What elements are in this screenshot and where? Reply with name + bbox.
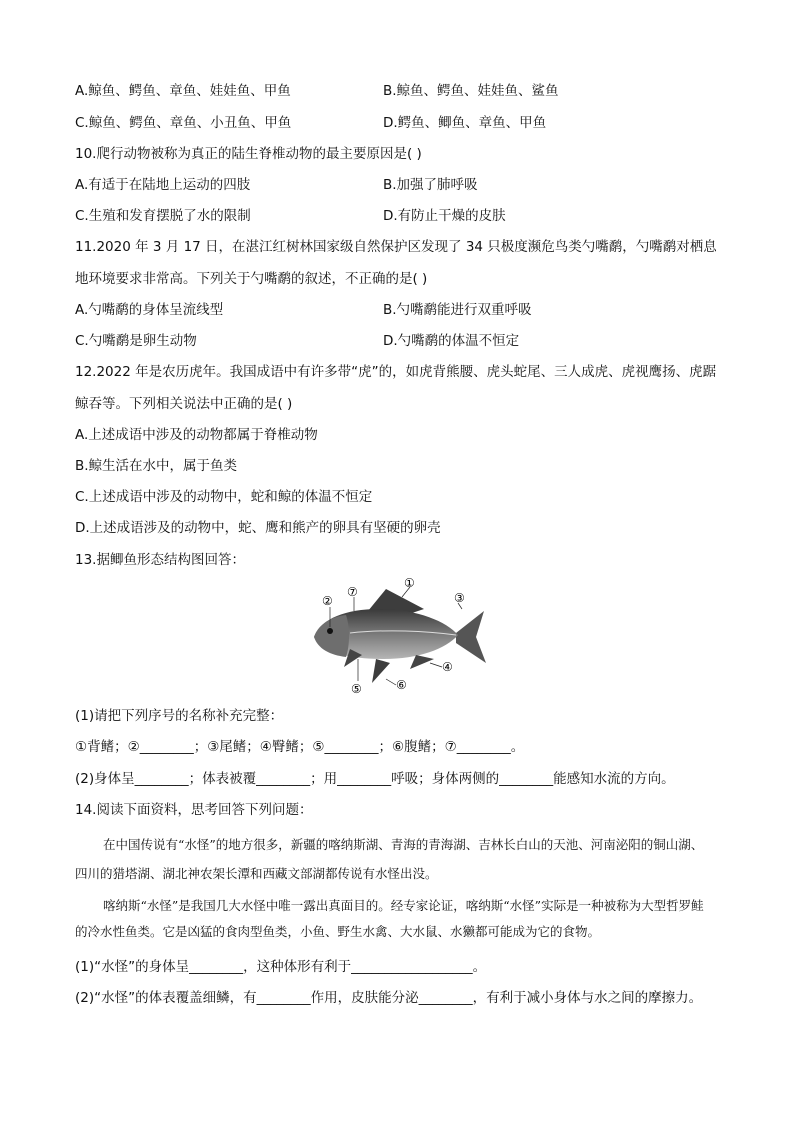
q10-option-b: B.加强了肺呼吸 — [383, 177, 478, 193]
q11-option-b: B.勺嘴鹬能进行双重呼吸 — [383, 302, 532, 318]
figure-label-4: ④ — [442, 660, 453, 674]
q11-stem-line2: 地环境要求非常高。下列关于勺嘴鹬的叙述，不正确的是( ) — [75, 271, 428, 287]
q12-stem-line1: 12.2022 年是农历虎年。我国成语中有许多带“虎”的，如虎背熊腰、虎头蛇尾、三人成虎、虎视鹰扬、虎踞 — [75, 364, 717, 380]
q13-sub1: (1)请把下列序号的名称补充完整： — [75, 708, 284, 724]
figure-label-7: ⑦ — [347, 585, 358, 599]
figure-label-2: ② — [322, 594, 333, 608]
figure-label-3: ③ — [454, 591, 465, 605]
fish-eye-shape — [327, 628, 333, 634]
q11-option-a: A.勺嘴鹬的身体呈流线型 — [75, 302, 224, 318]
q14-passage-para2: 喀纳斯“水怪”是我国几大水怪中唯一露出真面目的。经专家论证，喀纳斯“水怪”实际是一种被称为大型哲罗鲑的冷水性鱼类。它是凶猛的食肉型鱼类，小鱼、野生水禽、大水鼠、水獭都可能成为它的食物。 — [75, 898, 704, 939]
crucian-carp-figure — [306, 575, 492, 697]
q13-sub2: (2)身体呈________；体表被覆________；用________呼吸；身体两侧的________能感知水流的方向。 — [75, 771, 675, 787]
q12-stem-line2: 鲸吞等。下列相关说法中正确的是( ) — [75, 396, 293, 412]
q9-option-d: D.鳄鱼、鲫鱼、章鱼、甲鱼 — [383, 115, 547, 131]
q10-option-d: D.有防止干燥的皮肤 — [383, 208, 506, 224]
q12-option-a: A.上述成语中涉及的动物都属于脊椎动物 — [75, 427, 318, 443]
q14-passage-para1: 在中国传说有“水怪”的地方很多，新疆的喀纳斯湖、青海的青海湖、吉林长白山的天池、河南泌阳的铜山湖、四川的猎塔湖、湖北神农架长潭和西藏文部湖都传说有水怪出没。 — [75, 837, 704, 881]
q11-option-d: D.勺嘴鹬的体温不恒定 — [383, 333, 520, 349]
q11-stem-line1: 11.2020 年 3 月 17 日，在湛江红树林国家级自然保护区发现了 34 只极度濒危鸟类勺嘴鹬，勺嘴鹬对栖息 — [75, 239, 717, 255]
q13-sub1-fill: ①背鳍；②________；③尾鳍；④臀鳍；⑤________；⑥腹鳍；⑦________。 — [75, 739, 525, 755]
q9-option-a: A.鲸鱼、鳄鱼、章鱼、娃娃鱼、甲鱼 — [75, 83, 291, 99]
q12-option-c: C.上述成语中涉及的动物中，蛇和鲸的体温不恒定 — [75, 489, 373, 505]
fish-head-shape — [314, 615, 349, 657]
q13-stem: 13.据鲫鱼形态结构图回答： — [75, 552, 245, 568]
q10-option-c: C.生殖和发育摆脱了水的限制 — [75, 208, 251, 224]
q14-sub1: (1)“水怪”的身体呈________，这种体形有利于__________________。 — [75, 959, 487, 975]
q9-option-b: B.鲸鱼、鳄鱼、娃娃鱼、鲨鱼 — [383, 83, 559, 99]
anal-fin-shape — [410, 655, 434, 669]
q9-option-c: C.鲸鱼、鳄鱼、章鱼、小丑鱼、甲鱼 — [75, 115, 292, 131]
tail-fin-shape — [456, 611, 486, 663]
q14-sub2: (2)“水怪”的体表覆盖细鳞，有________作用，皮肤能分泌________，有利于减小身体与水之间的摩擦力。 — [75, 990, 703, 1006]
q11-option-c: C.勺嘴鹬是卵生动物 — [75, 333, 197, 349]
q12-option-d: D.上述成语涉及的动物中，蛇、鹰和熊产的卵具有坚硬的卵壳 — [75, 520, 441, 536]
q10-stem: 10.爬行动物被称为真正的陆生脊椎动物的最主要原因是( ) — [75, 146, 422, 162]
q14-stem: 14.阅读下面资料，思考回答下列问题： — [75, 802, 313, 818]
q10-option-a: A.有适于在陆地上运动的四肢 — [75, 177, 251, 193]
figure-label-6: ⑥ — [396, 678, 407, 692]
figure-label-5: ⑤ — [351, 682, 362, 696]
q12-option-b: B.鲸生活在水中，属于鱼类 — [75, 458, 238, 474]
figure-label-1: ① — [404, 576, 415, 590]
